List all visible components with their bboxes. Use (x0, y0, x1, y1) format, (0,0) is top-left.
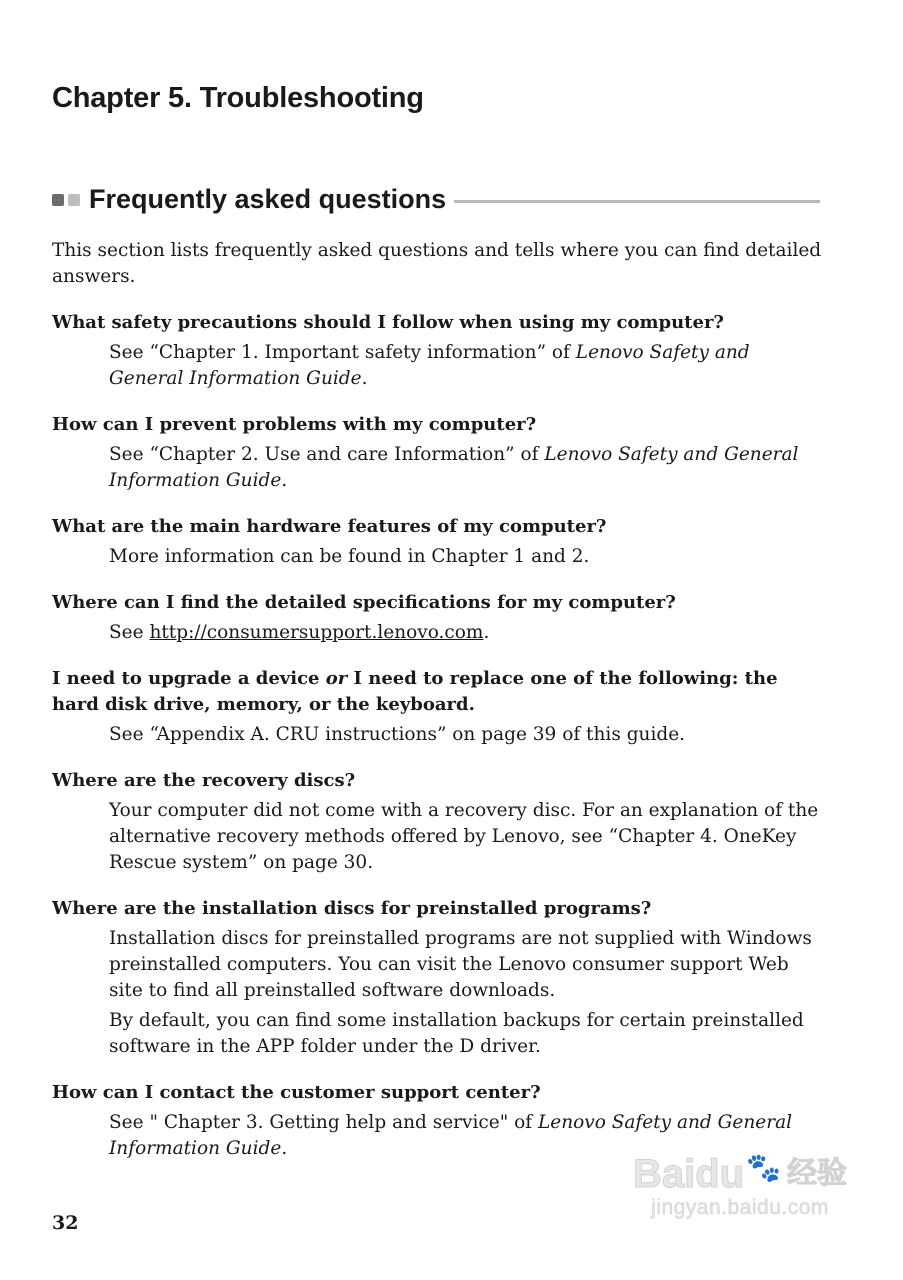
faq-answer: Installation discs for preinstalled programs are not supplied with Windows preinstalled computers. You can visit the Lenovo consumer support Web site to find all preinstalled software downloads. (109, 928, 812, 1001)
support-link[interactable]: http://consumersupport.lenovo.com (149, 622, 484, 643)
page-number: 32 (52, 1212, 79, 1234)
faq-question: Where can I find the detailed specifications for my computer? (52, 592, 676, 613)
faq-answer: See “Chapter 2. Use and care Information” of Lenovo Safety and General Information Guide. (109, 444, 799, 491)
guide-title: Lenovo Safety and General Information Guide (109, 444, 799, 491)
faq-question: I need to upgrade a device or I need to replace one of the following: the hard disk drive, memory, or the keyboard. (52, 668, 778, 715)
faq-content (52, 238, 822, 1182)
guide-title: Lenovo Safety and General Information Guide (109, 1112, 793, 1159)
faq-answer: See “Appendix A. CRU instructions” on page 39 of this guide. (109, 724, 686, 745)
faq-answer: More information can be found in Chapter 1 and 2. (109, 546, 590, 567)
watermark (633, 1148, 847, 1220)
intro-paragraph: This section lists frequently asked questions and tells where you can find detailed answers. (52, 240, 822, 287)
faq-question: What are the main hardware features of my computer? (52, 516, 607, 537)
baidu-logo: Baidu 🐾 经验 (633, 1148, 847, 1194)
faq-answer: See " Chapter 3. Getting help and service" of Lenovo Safety and General Information Guide. (109, 1112, 793, 1159)
faq-answer: See “Chapter 1. Important safety information” of Lenovo Safety and General Information Guide. (109, 342, 750, 389)
faq-answer-continued: By default, you can find some installation backups for certain preinstalled software in the APP folder under the D driver. (109, 1010, 804, 1057)
section-bullet-icon (52, 194, 64, 206)
faq-answer: Your computer did not come with a recovery disc. For an explanation of the alternative recovery methods offered by Lenovo, see “Chapter 4. OneKey Rescue system” on page 30. (109, 800, 819, 873)
guide-title: Lenovo Safety and General Information Guide (109, 342, 750, 389)
chapter-title: Chapter 5. Troubleshooting (52, 82, 424, 114)
faq-question: How can I prevent problems with my computer? (52, 414, 537, 435)
faq-question: How can I contact the customer support center? (52, 1082, 541, 1103)
section-title: Frequently asked questions (89, 184, 447, 214)
faq-question: Where are the recovery discs? (52, 770, 356, 791)
watermark-url: jingyan.baidu.com (651, 1196, 829, 1219)
faq-question: Where are the installation discs for preinstalled programs? (52, 898, 652, 919)
faq-answer: See http://consumersupport.lenovo.com. (109, 622, 490, 643)
section-bullet-icon (68, 194, 80, 206)
faq-question: What safety precautions should I follow when using my computer? (52, 312, 724, 333)
section-divider (454, 200, 820, 203)
paw-icon: 🐾 (746, 1152, 781, 1183)
section-header (52, 184, 820, 215)
